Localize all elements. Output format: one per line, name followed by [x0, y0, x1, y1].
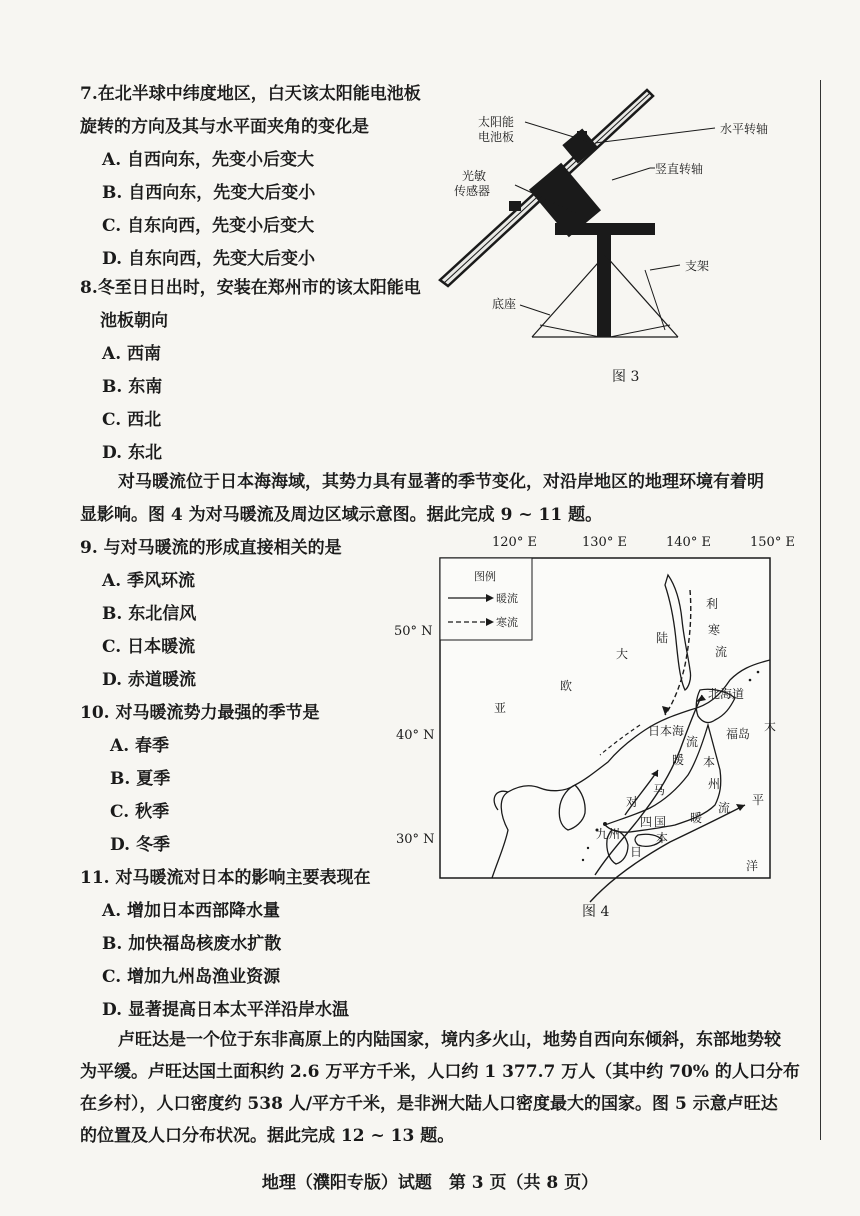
label-liu-tsushima: 流	[686, 735, 699, 749]
q11-option-b: B. 加快福岛核废水扩散	[102, 934, 282, 954]
q7-option-d: D. 自东向西，先变大后变小	[102, 249, 315, 269]
label-li: 利	[706, 597, 719, 611]
label-ma: 马	[653, 783, 666, 797]
label-ben-kuroshio: 本	[656, 831, 669, 845]
lon-label-150: 150° E	[750, 535, 795, 550]
question-9	[80, 532, 342, 697]
q7-option-a: A. 自西向东，先变小后变大	[102, 150, 315, 170]
q9-option-d: D. 赤道暖流	[102, 670, 196, 690]
label-kyushu: 九州	[596, 827, 621, 841]
label-panel-1: 太阳能	[478, 115, 515, 129]
label-vertical-axis: 竖直转轴	[655, 162, 704, 176]
lat-label-50: 50° N	[394, 624, 433, 639]
q10-option-b: B. 夏季	[110, 769, 171, 789]
support-post	[597, 235, 611, 337]
label-tai: 太	[764, 719, 777, 733]
label-base: 底座	[492, 297, 517, 311]
passage-12-13	[80, 1024, 810, 1152]
question-7	[80, 78, 421, 276]
label-da: 大	[616, 647, 629, 661]
q11-option-c: C. 增加九州岛渔业资源	[102, 967, 281, 987]
q8-stem-2: 池板朝向	[100, 311, 168, 331]
lat-label-40: 40° N	[396, 728, 435, 743]
lat-label-30: 30° N	[396, 832, 435, 847]
q8-option-d: D. 东北	[102, 443, 162, 463]
q8-option-c: C. 西北	[102, 410, 162, 430]
label-dui: 对	[626, 795, 639, 809]
question-8	[80, 272, 421, 470]
passage-9-11-line-1: 对马暖流位于日本海海域，其势力具有显著的季节变化，对沿岸地区的地理环境有着明	[118, 472, 764, 492]
lon-label-120: 120° E	[492, 535, 537, 550]
q10-option-a: A. 春季	[110, 736, 170, 756]
q9-option-b: B. 东北信风	[102, 604, 197, 624]
q11-option-a: A. 增加日本西部降水量	[102, 901, 281, 921]
q7-option-c: C. 自东向西，先变小后变大	[102, 216, 315, 236]
label-shikoku-2: 国	[654, 815, 667, 829]
label-sensor-1: 光敏	[462, 169, 487, 183]
label-yang: 洋	[746, 859, 759, 873]
question-11	[80, 862, 371, 1027]
pivot-plate	[555, 223, 655, 235]
passage-12-13-line-2: 为平缓。卢旺达国土面积约 2.6 万平方千米，人口约 1 377.7 万人（其中约 70% 的人口分布	[80, 1062, 800, 1082]
legend-title: 图例	[474, 570, 496, 583]
label-hokkaido: 北海道	[708, 687, 745, 701]
label-han: 寒	[708, 623, 721, 637]
passage-9-11-line-2: 显影响。图 4 为对马暖流及周边区域示意图。据此完成 9 ~ 11 题。	[80, 505, 603, 525]
label-shikoku-1: 四	[640, 815, 653, 829]
q9-option-c: C. 日本暖流	[102, 637, 196, 657]
label-sea-of-japan: 日本海	[648, 724, 685, 738]
q8-stem-1: 8.冬至日日出时，安装在郑州市的该太阳能电	[80, 278, 421, 298]
q10-option-c: C. 秋季	[110, 802, 170, 822]
label-ping: 平	[752, 793, 765, 807]
passage-9-11	[80, 466, 800, 532]
passage-12-13-line-3: 在乡村），人口密度约 538 人/平方千米，是非洲大陆人口密度最大的国家。图 5 示意卢旺达	[80, 1094, 778, 1114]
label-fukushima: 福岛	[726, 727, 751, 741]
q11-option-d: D. 显著提高日本太平洋沿岸水温	[102, 1000, 349, 1020]
q9-stem: 9. 与对马暖流的形成直接相关的是	[80, 538, 342, 558]
label-lu: 陆	[656, 631, 669, 645]
label-panel-2: 电池板	[478, 130, 515, 144]
figure-3-caption: 图 3	[612, 369, 640, 385]
q10-stem: 10. 对马暖流势力最强的季节是	[80, 703, 320, 723]
q11-stem: 11. 对马暖流对日本的影响主要表现在	[80, 868, 371, 888]
figure-3-solar-panel	[440, 80, 800, 390]
q7-stem-2: 旋转的方向及其与水平面夹角的变化是	[80, 117, 369, 137]
q10-option-d: D. 冬季	[110, 835, 170, 855]
label-nuan-kuroshio: 暖	[690, 811, 703, 825]
lon-label-140: 140° E	[666, 535, 711, 550]
q8-option-a: A. 西南	[102, 344, 162, 364]
page-footer: 地理（濮阳专版）试题 第 3 页（共 8 页）	[261, 1173, 599, 1193]
label-liu-kuroshio: 流	[718, 801, 731, 815]
passage-12-13-line-4: 的位置及人口分布状况。据此完成 12 ~ 13 题。	[80, 1126, 455, 1146]
q8-option-b: B. 东南	[102, 377, 163, 397]
label-ben-honshu: 本	[703, 755, 716, 769]
label-liu-cold: 流	[715, 645, 728, 659]
label-bracket: 支架	[685, 259, 710, 273]
label-horizontal-axis: 水平转轴	[720, 122, 769, 136]
label-ya: 亚	[494, 701, 507, 715]
passage-12-13-line-1: 卢旺达是一个位于东非高原上的内陆国家，境内多火山，地势自西向东倾斜，东部地势较	[118, 1030, 781, 1050]
right-margin-rule	[820, 80, 821, 1140]
q7-stem-1: 7.在北半球中纬度地区，白天该太阳能电池板	[80, 84, 421, 104]
question-10	[80, 697, 320, 862]
legend-cold-label: 寒流	[496, 616, 518, 629]
label-ou: 欧	[560, 679, 573, 693]
label-ri-kuroshio: 日	[630, 845, 643, 859]
q7-option-b: B. 自西向东，先变大后变小	[102, 183, 316, 203]
label-sensor-2: 传感器	[454, 184, 491, 198]
lon-label-130: 130° E	[582, 535, 627, 550]
figure-4-caption: 图 4	[582, 904, 610, 920]
figure-4-map	[390, 530, 795, 925]
legend-warm-label: 暖流	[496, 592, 518, 605]
label-zhou: 州	[708, 777, 721, 791]
q9-option-a: A. 季风环流	[102, 571, 196, 591]
label-nuan-tsushima: 暖	[672, 753, 685, 767]
sensor-block	[510, 202, 520, 210]
